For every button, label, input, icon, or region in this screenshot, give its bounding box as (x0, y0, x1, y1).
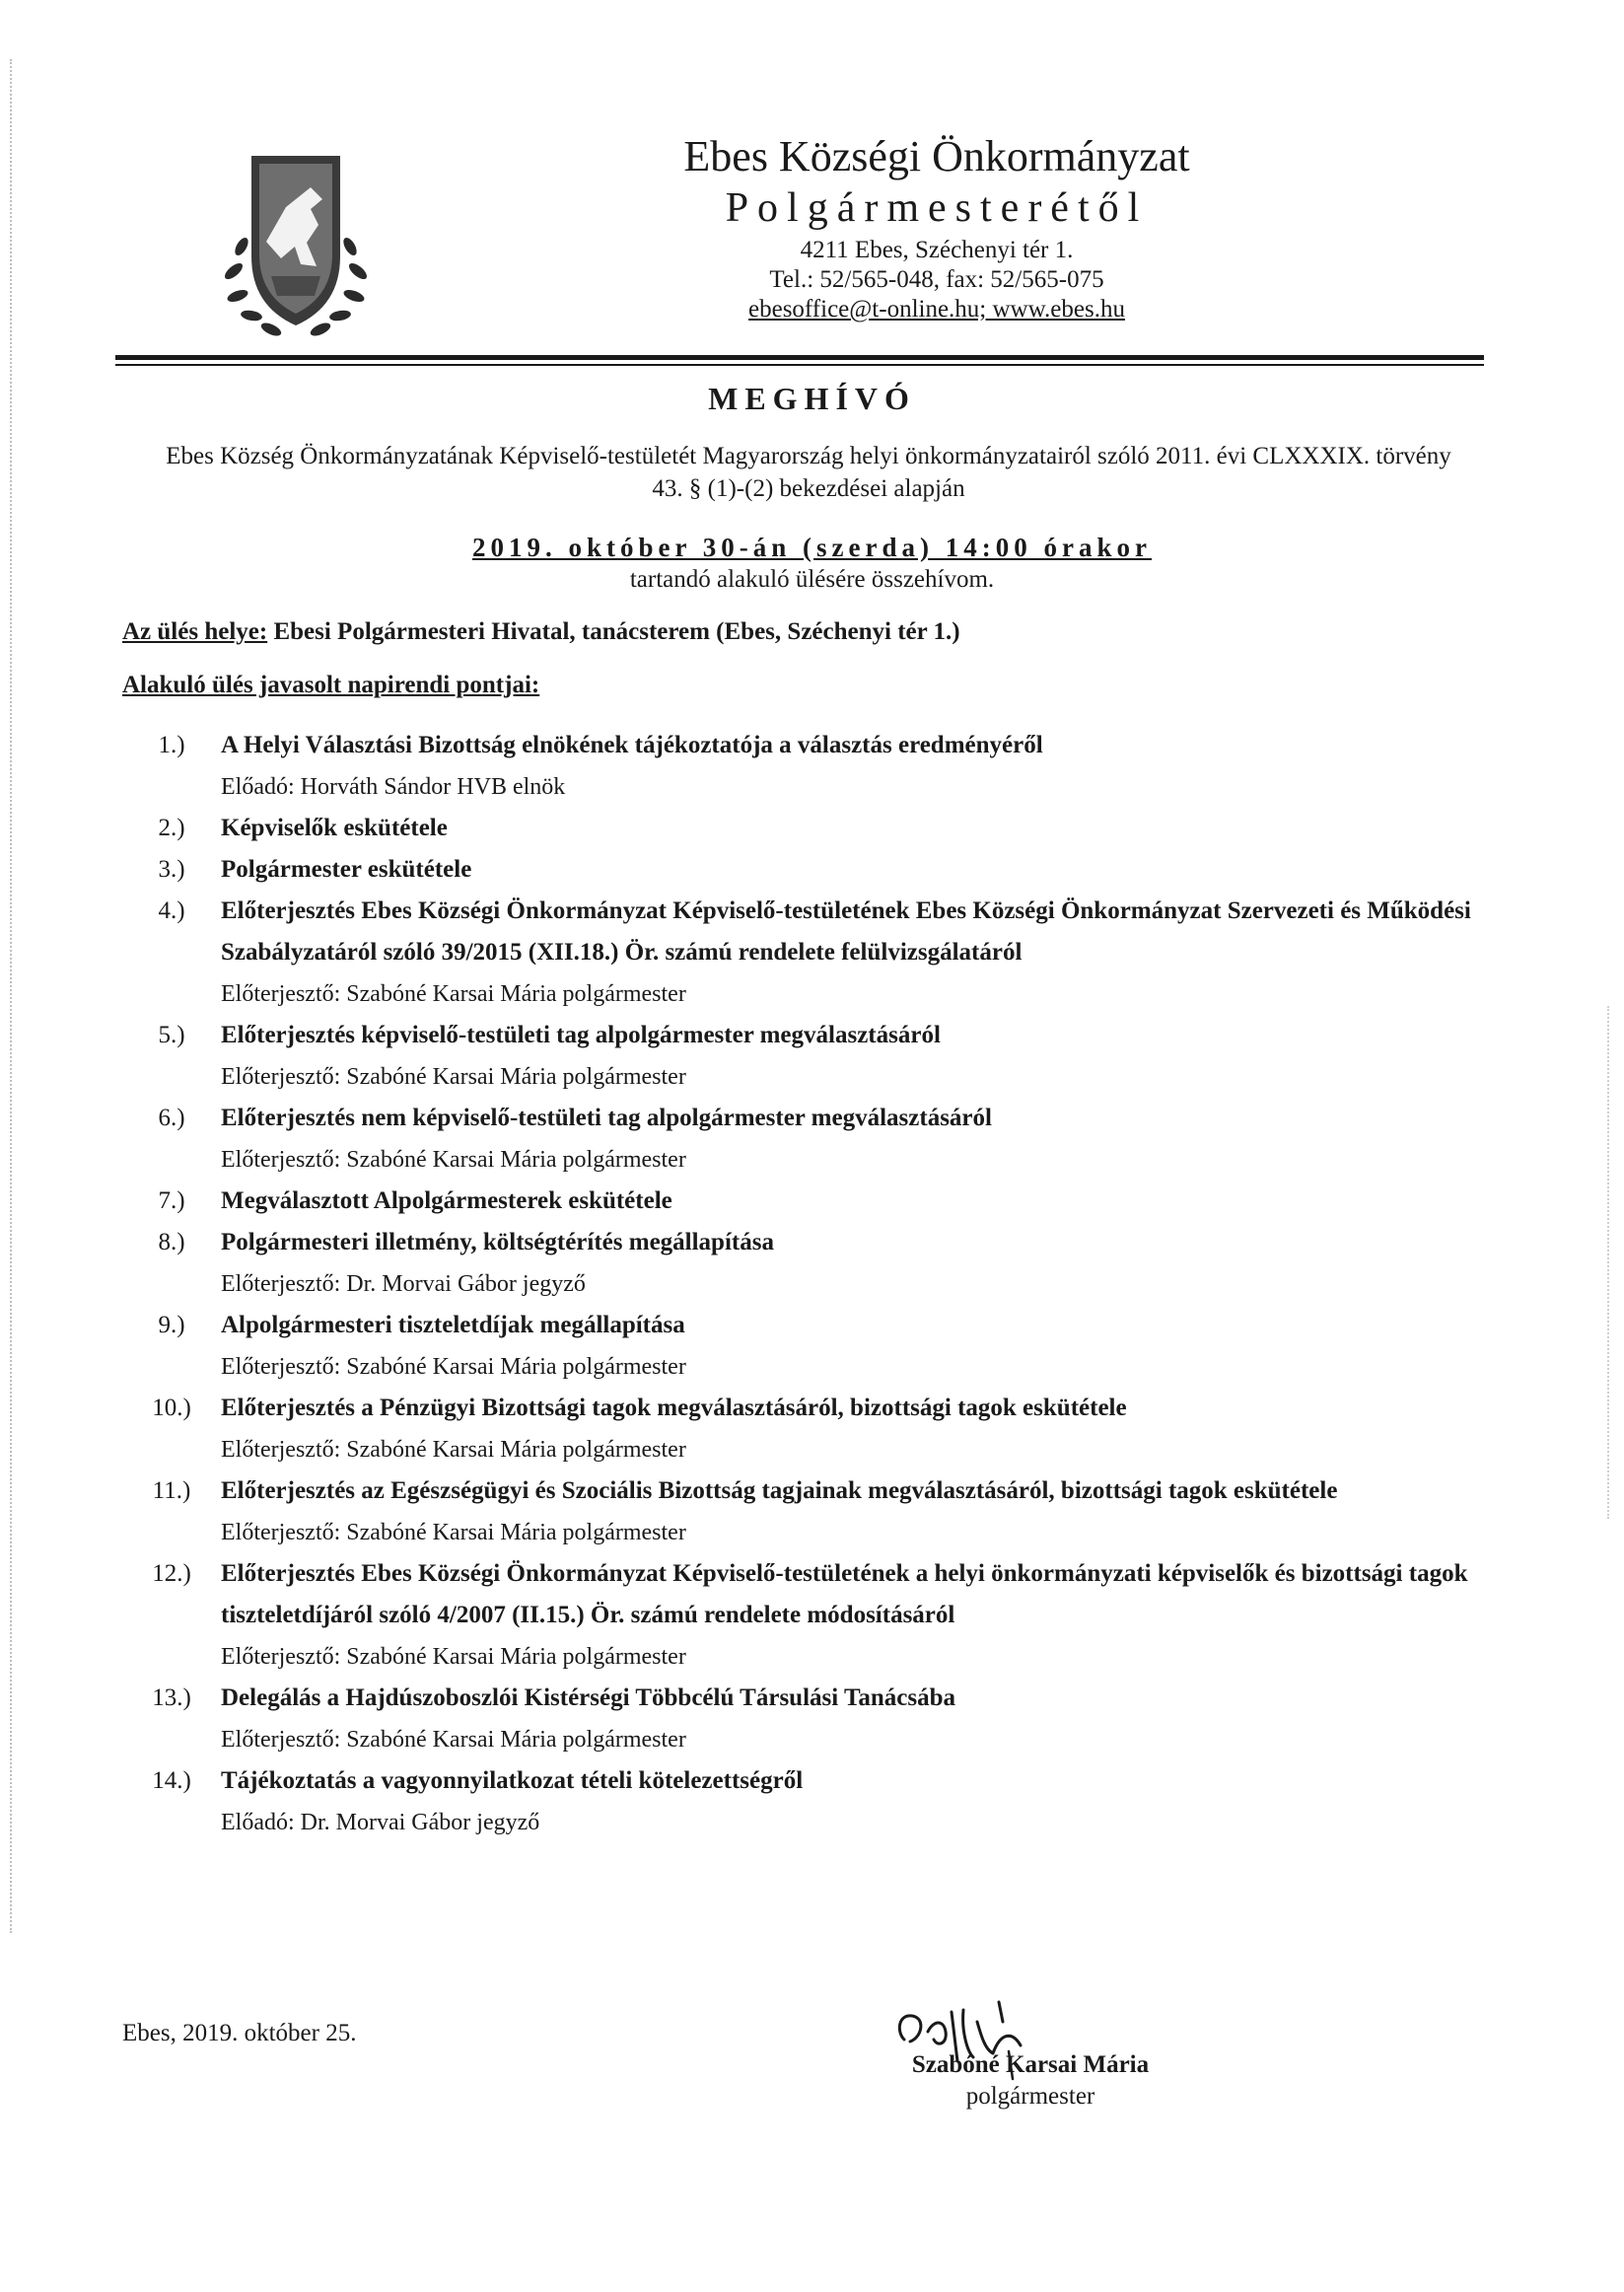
agenda-item-number: 1.) (158, 732, 185, 758)
agenda-item-presenter: Előterjesztő: Szabóné Karsai Mária polgármester (221, 1354, 686, 1380)
scan-edge-right (1607, 1006, 1611, 1519)
agenda-item-number: 5.) (158, 1022, 185, 1048)
venue-line (122, 618, 960, 646)
agenda-item-number: 6.) (158, 1105, 185, 1131)
agenda-item-title: Előterjesztés a Pénzügyi Bizottsági tagok megválasztásáról, bizottsági tagok eskütétele (221, 1395, 1127, 1421)
convene-text: tartandó alakuló ülésére összehívom. (629, 566, 995, 593)
agenda-item-title: Polgármester eskütétele (221, 856, 472, 883)
phone-fax-line: Tel.: 52/565-048, fax: 52/565-075 (769, 266, 1104, 293)
agenda-item (122, 1305, 1488, 1388)
office-name: Polgármesterétől (725, 185, 1149, 231)
agenda-item (122, 1760, 1488, 1843)
agenda-item (122, 1181, 1488, 1222)
agenda-item-title: Előterjesztés nem képviselő-testületi tag alpolgármester megválasztásáról (221, 1105, 992, 1131)
agenda-item (122, 1388, 1488, 1470)
signatory-role: polgármester (965, 2083, 1095, 2110)
agenda-item-number: 14.) (152, 1767, 191, 1794)
header-divider-thin (115, 364, 1484, 366)
document-title: MEGHÍVÓ (708, 381, 916, 416)
agenda-item-presenter: Előterjesztő: Szabóné Karsai Mária polgármester (221, 981, 686, 1007)
agenda-item-presenter: Előterjesztő: Szabóné Karsai Mária polgármester (221, 1520, 686, 1545)
agenda-item-title: Alpolgármesteri tiszteletdíjak megállapítása (221, 1312, 685, 1338)
agenda-item-title: Delegálás a Hajdúszoboszlói Kistérségi Többcélú Társulási Tanácsába (221, 1684, 956, 1711)
signatory-name: Szabóné Karsai Mária (911, 2051, 1150, 2078)
agenda-item (122, 891, 1488, 1015)
coat-of-arms-icon (212, 148, 380, 345)
agenda-item-number: 2.) (158, 815, 185, 841)
agenda-item-title: Megválasztott Alpolgármesterek eskütétele (221, 1187, 672, 1214)
contact-links[interactable]: ebesoffice@t-online.hu; www.ebes.hu (748, 296, 1125, 322)
agenda-item-presenter: Előadó: Dr. Morvai Gábor jegyző (221, 1810, 540, 1835)
agenda-item-presenter: Előterjesztő: Szabóné Karsai Mária polgármester (221, 1727, 686, 1753)
agenda-item-title: Képviselők eskütétele (221, 815, 448, 841)
agenda-item (122, 1015, 1488, 1098)
agenda-item (122, 1553, 1488, 1678)
scan-edge-left (10, 59, 14, 1933)
agenda-item (122, 1222, 1488, 1305)
agenda-item (122, 808, 1488, 849)
agenda-item-number: 12.) (152, 1560, 191, 1587)
agenda-title: Alakuló ülés javasolt napirendi pontjai: (122, 672, 540, 698)
agenda-item-number: 9.) (158, 1312, 185, 1338)
organization-name: Ebes Községi Önkormányzat (683, 132, 1190, 180)
agenda-item (122, 849, 1488, 891)
agenda-item-number: 4.) (158, 897, 185, 924)
agenda-item-number: 3.) (158, 856, 185, 883)
agenda-item-title: Tájékoztatás a vagyonnyilatkozat tételi kötelezettségről (221, 1767, 804, 1794)
agenda-item-presenter: Előterjesztő: Dr. Morvai Gábor jegyző (221, 1271, 586, 1297)
agenda-item-presenter: Előterjesztő: Szabóné Karsai Mária polgármester (221, 1437, 686, 1463)
agenda-item-number: 7.) (158, 1187, 185, 1214)
agenda-item-presenter: Előterjesztő: Szabóné Karsai Mária polgármester (221, 1147, 686, 1173)
agenda-item-number: 8.) (158, 1229, 185, 1255)
meeting-date: 2019. október 30-án (szerda) 14:00 órakor (472, 533, 1152, 562)
agenda-item-title: Előterjesztés Ebes Községi Önkormányzat Képviselő-testületének Ebes Községi Önkormányzat Szervezeti és Működési Szabályzatáról szóló 39/2015 (XII.18.) Ör. számú rendelete felülvizsgálatáról (221, 897, 1471, 966)
agenda-item-number: 11.) (152, 1477, 191, 1504)
agenda-item-number: 10.) (152, 1395, 191, 1421)
header-divider (115, 355, 1484, 360)
agenda-item-title: A Helyi Választási Bizottság elnökének tájékoztatója a választás eredményéről (221, 732, 1043, 758)
agenda-item-presenter: Előterjesztő: Szabóné Karsai Mária polgármester (221, 1064, 686, 1090)
agenda-item-presenter: Előadó: Horváth Sándor HVB elnök (221, 774, 566, 800)
agenda-item-title: Előterjesztés Ebes Községi Önkormányzat Képviselő-testületének a helyi önkormányzati képviselők és bizottsági tagok tiszteletdíjáról szóló 4/2007 (II.15.) Ör. számú rendelete módosításáról (221, 1560, 1468, 1628)
address-line: 4211 Ebes, Széchenyi tér 1. (800, 237, 1074, 263)
place-and-date: Ebes, 2019. október 25. (122, 2020, 357, 2046)
agenda-item (122, 1678, 1488, 1760)
agenda-item-title: Polgármesteri illetmény, költségtérítés megállapítása (221, 1229, 774, 1255)
agenda-item (122, 1470, 1488, 1553)
agenda-item-presenter: Előterjesztő: Szabóné Karsai Mária polgármester (221, 1644, 686, 1670)
agenda-item-title: Előterjesztés képviselő-testületi tag alpolgármester megválasztásáról (221, 1022, 941, 1048)
agenda-item-title: Előterjesztés az Egészségügyi és Szociális Bizottság tagjainak megválasztásáról, bizottsági tagok eskütétele (221, 1477, 1338, 1504)
venue-label: Az ülés helye: (122, 618, 268, 645)
agenda-list (122, 725, 1488, 1843)
intro-paragraph: Ebes Község Önkormányzatának Képviselő-testületét Magyarország helyi önkormányzatairól szóló 2011. évi CLXXXIX. törvény 43. § (1)-(2) bekezdései alapján (166, 443, 1451, 502)
agenda-item (122, 725, 1488, 808)
agenda-item (122, 1098, 1488, 1181)
agenda-item-number: 13.) (152, 1684, 191, 1711)
venue-value: Ebesi Polgármesteri Hivatal, tanácsterem (Ebes, Széchenyi tér 1.) (273, 618, 960, 645)
